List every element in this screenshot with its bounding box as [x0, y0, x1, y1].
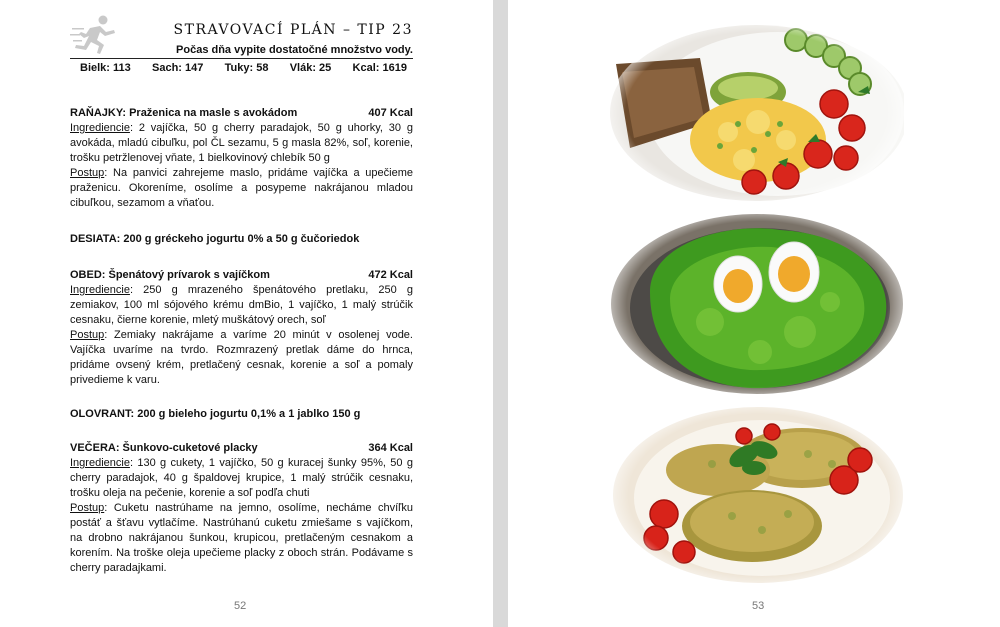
steps-label: Postup: [70, 502, 105, 514]
breakfast-ingredients: [70, 121, 413, 166]
ingredients-text: : 130 g cukety, 1 vajíčko, 50 g kuracej šunky 95%, 50 g cherry paradajok, 40 g špaldovej krupice, 1 malý strúčik cesnaku, trošku oleja na pečenie, korenie a soľ podľa chuti: [70, 457, 413, 499]
dinner-photo: [612, 404, 904, 586]
dinner-kcal: 364 Kcal: [368, 442, 413, 454]
page-number-left: 52: [234, 600, 247, 612]
ingredients-label: Ingrediencie: [70, 457, 130, 469]
left-page: [0, 0, 493, 627]
breakfast-title: RAŇAJKY: Praženica na masle s avokádom: [70, 107, 298, 119]
meal-plan-content: [70, 106, 413, 576]
runner-icon: [70, 14, 120, 56]
macro-fiber: Vlák: 25: [289, 62, 332, 74]
dinner-ingredients: [70, 456, 413, 501]
right-page: [508, 0, 1000, 627]
lunch-steps: [70, 328, 413, 388]
steps-text: : Na panvici zahrejeme maslo, pridáme vajíčka a upečieme praženicu. Okoreníme, osolíme a posypeme nakrájanou mladou cibuľkou, sezamom a vňaťou.: [70, 167, 413, 209]
macro-protein: Bielk: 113: [80, 62, 131, 74]
breakfast-steps: [70, 166, 413, 211]
macro-carbs: Sach: 147: [152, 62, 204, 74]
breakfast-kcal: 407 Kcal: [368, 107, 413, 119]
dinner-title: VEČERA: Šunkovo-cuketové placky: [70, 442, 258, 454]
ingredients-label: Ingrediencie: [70, 122, 130, 134]
dinner-header: [70, 441, 413, 456]
plan-subtitle: Počas dňa vypite dostatočné množstvo vody.: [176, 44, 413, 56]
steps-label: Postup: [70, 167, 105, 179]
lunch-title: OBED: Špenátový prívarok s vajíčkom: [70, 269, 270, 281]
macro-kcal: Kcal: 1619: [352, 62, 407, 74]
steps-text: : Zemiaky nakrájame a varíme 20 minút v osolenej vode. Vajíčka uvaríme na tvrdo. Rozmrazený pretlak dáme do hrnca, pridáme ovsený krém, pretlačený cesnak, korenie a soľ a pomaly privedieme k varu.: [70, 329, 413, 386]
macro-fat: Tuky: 58: [224, 62, 269, 74]
lunch-header: [70, 268, 413, 283]
lunch-photo: [610, 212, 904, 397]
plan-title: STRAVOVACÍ PLÁN – TIP 23: [173, 22, 413, 38]
ingredients-text: : 250 g mrazeného špenátového pretlaku, 250 g zemiakov, 100 ml sójového krému dmBio, 1 vajíčko, 1 malý strúčik cesnaku, čierne korenie, mletý muškátový orech, soľ: [70, 284, 413, 326]
steps-label: Postup: [70, 329, 105, 341]
lunch-kcal: 472 Kcal: [368, 269, 413, 281]
dinner-steps: [70, 501, 413, 576]
ingredients-label: Ingrediencie: [70, 284, 130, 296]
breakfast-header: [70, 106, 413, 121]
page-number-right: 53: [752, 600, 765, 612]
snack-afternoon: OLOVRANT: 200 g bieleho jogurtu 0,1% a 1 jablko 150 g: [70, 408, 361, 420]
macros-summary: [70, 62, 413, 74]
page-gutter: [493, 0, 508, 627]
header-divider: [70, 58, 413, 59]
ingredients-text: : 2 vajíčka, 50 g cherry paradajok, 50 g uhorky, 30 g avokáda, mladú cibuľku, pol ČL sezamu, 5 g masla 82%, soľ, korenie, trošku petržlenovej vňate, 1 bielkovinový chlebík 50 g: [70, 122, 413, 164]
breakfast-photo: [608, 22, 904, 204]
snack-morning: DESIATA: 200 g gréckeho jogurtu 0% a 50 g čučoriedok: [70, 233, 360, 245]
steps-text: : Cuketu nastrúhame na jemno, osolíme, necháme chvíľku postáť a šťavu vytlačíme. Nastrúhanú cuketu zmiešame s vajíčkom, na drobno nakrájanou šunkou, krupicou, pretlačeným cesnakom a korením. Na troške oleja upečieme placky z oboch strán. Podávame s cherry paradajkami.: [70, 502, 413, 574]
lunch-ingredients: [70, 283, 413, 328]
